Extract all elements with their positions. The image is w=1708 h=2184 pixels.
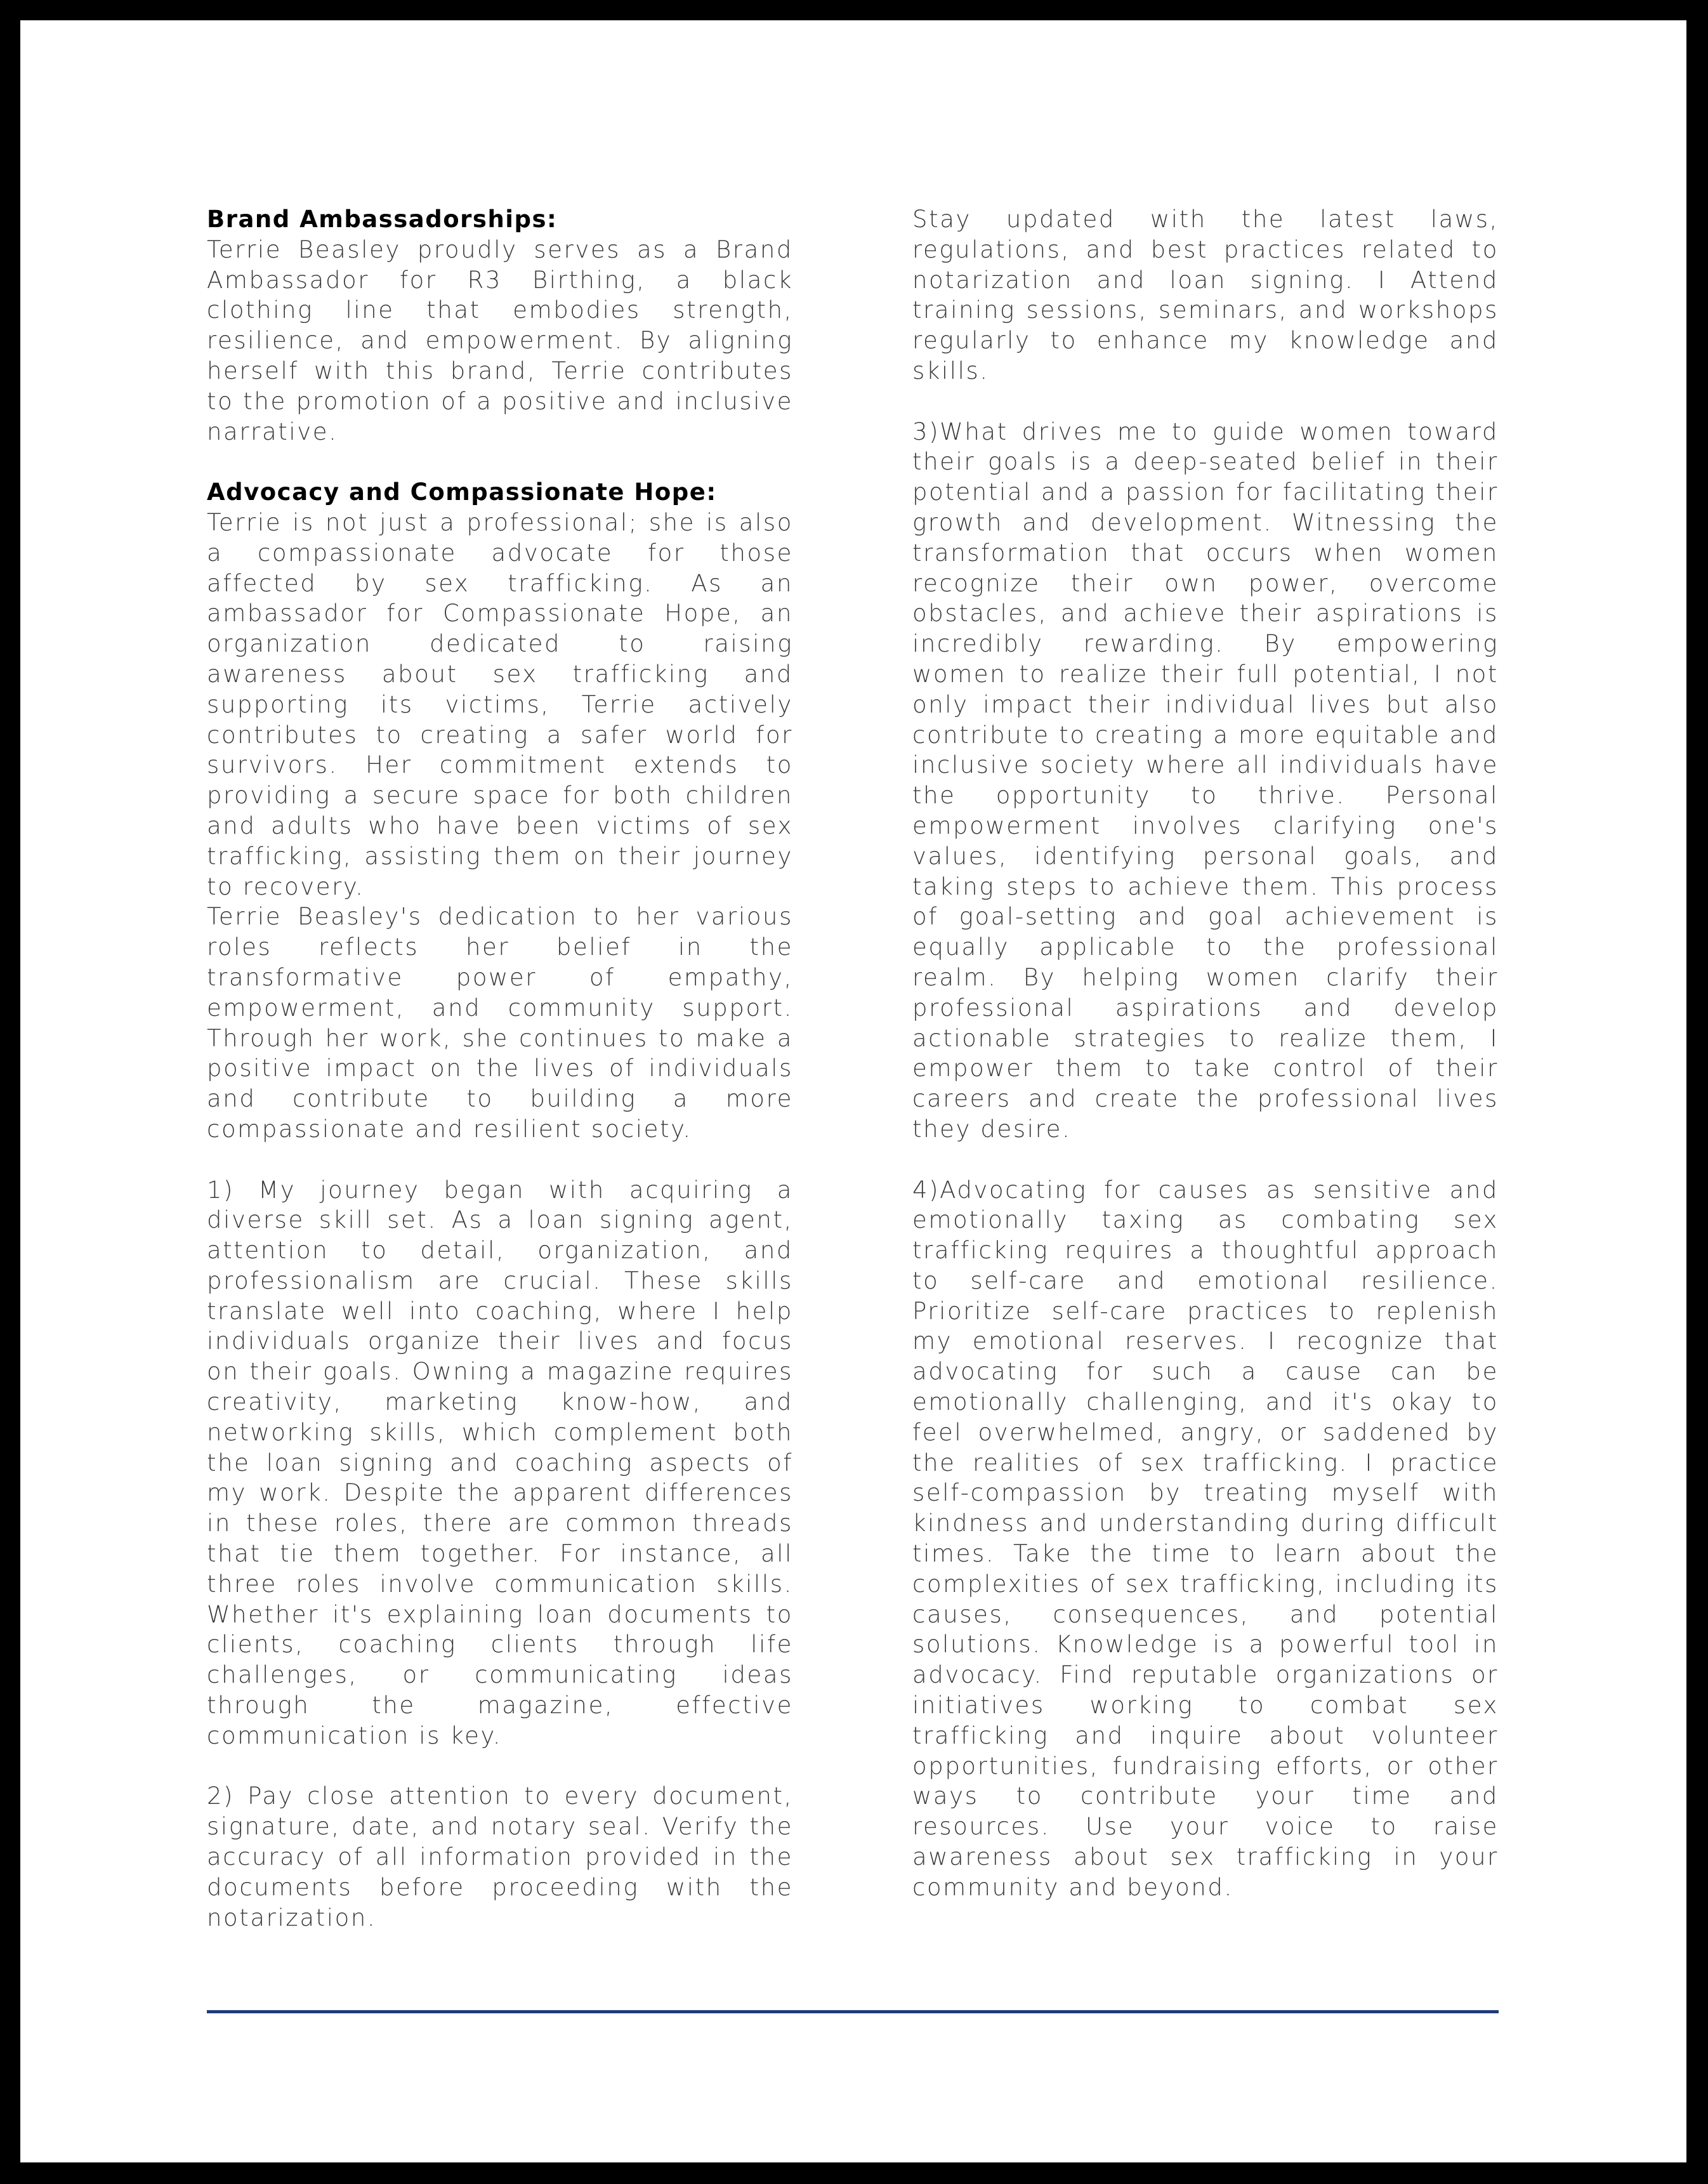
brand-ambassadorships-heading: Brand Ambassadorships: — [207, 206, 558, 233]
answer-4-paragraph: 4)Advocating for causes as sensitive and emotionally taxing as combating sex trafficking requires a thoughtful approach to self-care and emotional resilience. Prioritize self-care practices to replenish my emotional reserves. I recognize that advocating for such a cause can be emotionally challenging, and it's okay to feel overwhelmed, angry, or saddened by the realities of sex trafficking. I practice self-compassion by treating myself with kindness and understanding during difficult times. Take the time to learn about the complexities of sex trafficking, including its causes, consequences, and potential solutions. Knowledge is a powerful tool in advocacy. Find reputable organizations or initiatives working to combat sex trafficking and inquire about volunteer opportunities, fundraising efforts, or other ways to contribute your time and resources. Use your voice to raise awareness about sex trafficking in your community and beyond. — [912, 1176, 1499, 1901]
left-column — [207, 204, 793, 1933]
footer-divider — [207, 2010, 1499, 2013]
advocacy-heading: Advocacy and Compassionate Hope: — [207, 478, 717, 506]
document-page — [20, 20, 1686, 2162]
answer-2-paragraph: 2) Pay close attention to every document, signature, date, and notary seal. Verify the accuracy of all information provided in the documents before proceeding with the notarization. — [207, 1782, 793, 1931]
dedication-paragraph: Terrie Beasley's dedication to her various roles reflects her belief in the transformative power of empathy, empowerment, and community support. Through her work, she continues to make a positive impact on the lives of individuals and contribute to building a more compassionate and resilient society. — [207, 903, 793, 1143]
answer-2-continued-paragraph: Stay updated with the latest laws, regulations, and best practices related to notarization and loan signing. I Attend training sessions, seminars, and workshops regularly to enhance my knowledge and skills. — [912, 206, 1499, 385]
brand-ambassadorships-paragraph: Terrie Beasley proudly serves as a Brand Ambassador for R3 Birthing, a black clothing line that embodies strength, resilience, and empowerment. By aligning herself with this brand, Terrie contributes to the promotion of a positive and inclusive narrative. — [207, 235, 793, 445]
answer-1-paragraph: 1) My journey began with acquiring a diverse skill set. As a loan signing agent, attention to detail, organization, and professionalism are crucial. These skills translate well into coaching, where I help individuals organize their lives and focus on their goals. Owning a magazine requires creativity, marketing know-how, and networking skills, which complement both the loan signing and coaching aspects of my work. Despite the apparent differences in these roles, there are common threads that tie them together. For instance, all three roles involve communication skills. Whether it's explaining loan documents to clients, coaching clients through life challenges, or communicating ideas through the magazine, effective communication is key. — [207, 1176, 793, 1749]
advocacy-paragraph: Terrie is not just a professional; she is also a compassionate advocate for those affected by sex trafficking. As an ambassador for Compassionate Hope, an organization dedicated to raising awareness about sex trafficking and supporting its victims, Terrie actively contributes to creating a safer world for survivors. Her commitment extends to providing a secure space for both children and adults who have been victims of sex trafficking, assisting them on their journey to recovery. — [207, 508, 793, 900]
answer-3-paragraph: 3)What drives me to guide women toward their goals is a deep-seated belief in their potential and a passion for facilitating their growth and development. Witnessing the transformation that occurs when women recognize their own power, overcome obstacles, and achieve their aspirations is incredibly rewarding. By empowering women to realize their full potential, I not only impact their individual lives but also contribute to creating a more equitable and inclusive society where all individuals have the opportunity to thrive. Personal empowerment involves clarifying one's values, identifying personal goals, and taking steps to achieve them. This process of goal-setting and goal achievement is equally applicable to the professional realm. By helping women clarify their professional aspirations and develop actionable strategies to realize them, I empower them to take control of their careers and create the professional lives they desire. — [912, 418, 1499, 1143]
right-column — [912, 204, 1499, 1903]
